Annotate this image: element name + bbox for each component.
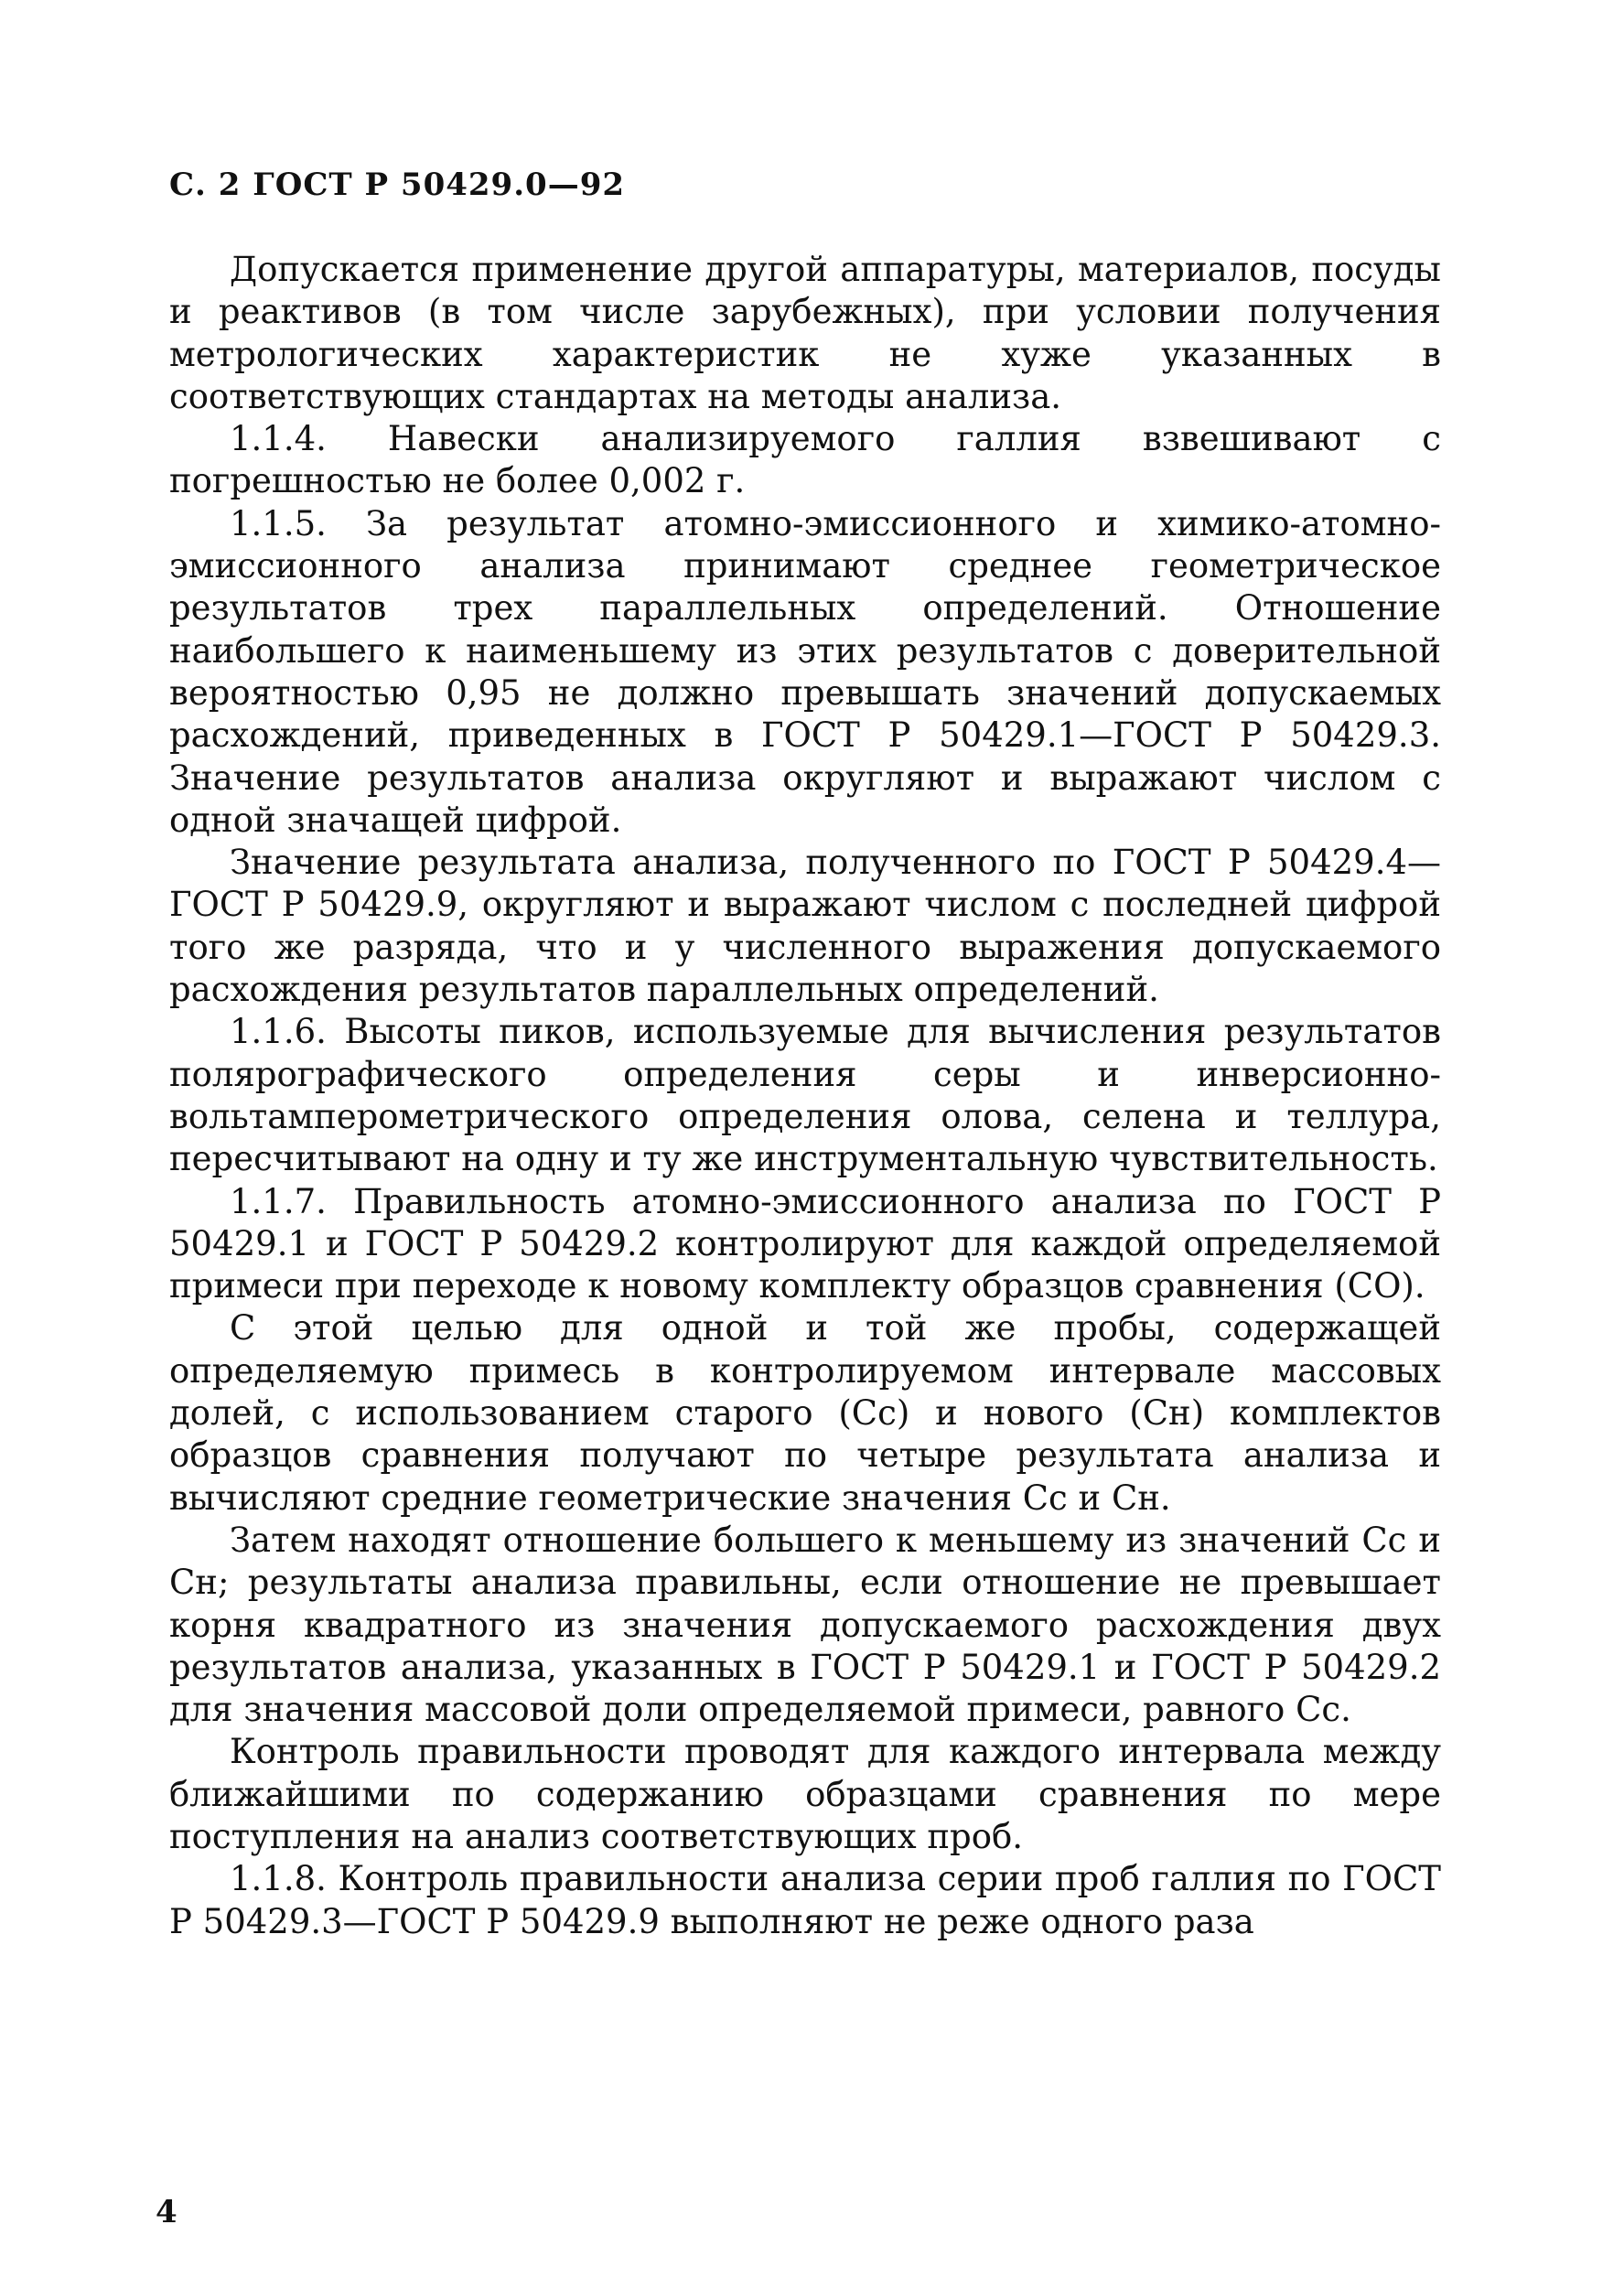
- paragraph: С этой целью для одной и той же пробы, содержащей определяемую примесь в контролируемом интервале массовых долей, с использованием старого (Cс) и нового (Cн) комплектов образцов сравнения получают по четыре результата анализа и вычисляют средние геометрические значения Cс и Cн.: [169, 1308, 1441, 1518]
- page-number: 4: [156, 2194, 177, 2230]
- paragraph: Затем находят отношение большего к меньшему из значений Cс и Cн; результаты анализа правильны, если отношение не превышает корня квадратного из значения допускаемого расхождения двух результатов анализа, указанных в ГОСТ Р 50429.1 и ГОСТ Р 50429.2 для значения массовой доли определяемой примеси, равного Cс.: [169, 1520, 1441, 1730]
- paragraph: 1.1.6. Высоты пиков, используемые для вычисления результатов полярографического определения серы и инверсионно-вольтамперометрического определения олова, селена и теллура, пересчитывают на одну и ту же инструментальную чувствительность.: [169, 1012, 1441, 1179]
- paragraph: 1.1.8. Контроль правильности анализа серии проб галлия по ГОСТ Р 50429.3—ГОСТ Р 50429.9 выполняют не реже одного раза: [169, 1859, 1441, 1941]
- paragraph: 1.1.5. За результат атомно-эмиссионного и химико-атомно-эмиссионного анализа принимают среднее геометрическое результатов трех параллельных определений. Отношение наибольшего к наименьшему из этих результатов с доверительной вероятностью 0,95 не должно превышать значений допускаемых расхождений, приведенных в ГОСТ Р 50429.1—ГОСТ Р 50429.3. Значение результатов анализа округляют и выражают числом с одной значащей цифрой.: [169, 503, 1441, 840]
- paragraph: Контроль правильности проводят для каждого интервала между ближайшими по содержанию образцами сравнения по мере поступления на анализ соответствующих проб.: [169, 1732, 1441, 1856]
- paragraph: 1.1.4. Навески анализируемого галлия взвешивают с погрешностью не более 0,002 г.: [169, 419, 1441, 501]
- body-text: [169, 249, 1441, 1943]
- running-head: С. 2 ГОСТ Р 50429.0—92: [169, 167, 626, 203]
- paragraph: Допускается применение другой аппаратуры, материалов, посуды и реактивов (в том числе зарубежных), при условии получения метрологических характеристик не хуже указанных в соответствующих стандартах на методы анализа.: [169, 250, 1441, 416]
- paragraph: Значение результата анализа, полученного по ГОСТ Р 50429.4—ГОСТ Р 50429.9, округляют и выражают числом с последней цифрой того же разряда, что и у численного выражения допускаемого расхождения результатов параллельных определений.: [169, 843, 1441, 1010]
- paragraph: 1.1.7. Правильность атомно-эмиссионного анализа по ГОСТ Р 50429.1 и ГОСТ Р 50429.2 контролируют для каждой определяемой примеси при переходе к новому комплекту образцов сравнения (СО).: [169, 1181, 1441, 1306]
